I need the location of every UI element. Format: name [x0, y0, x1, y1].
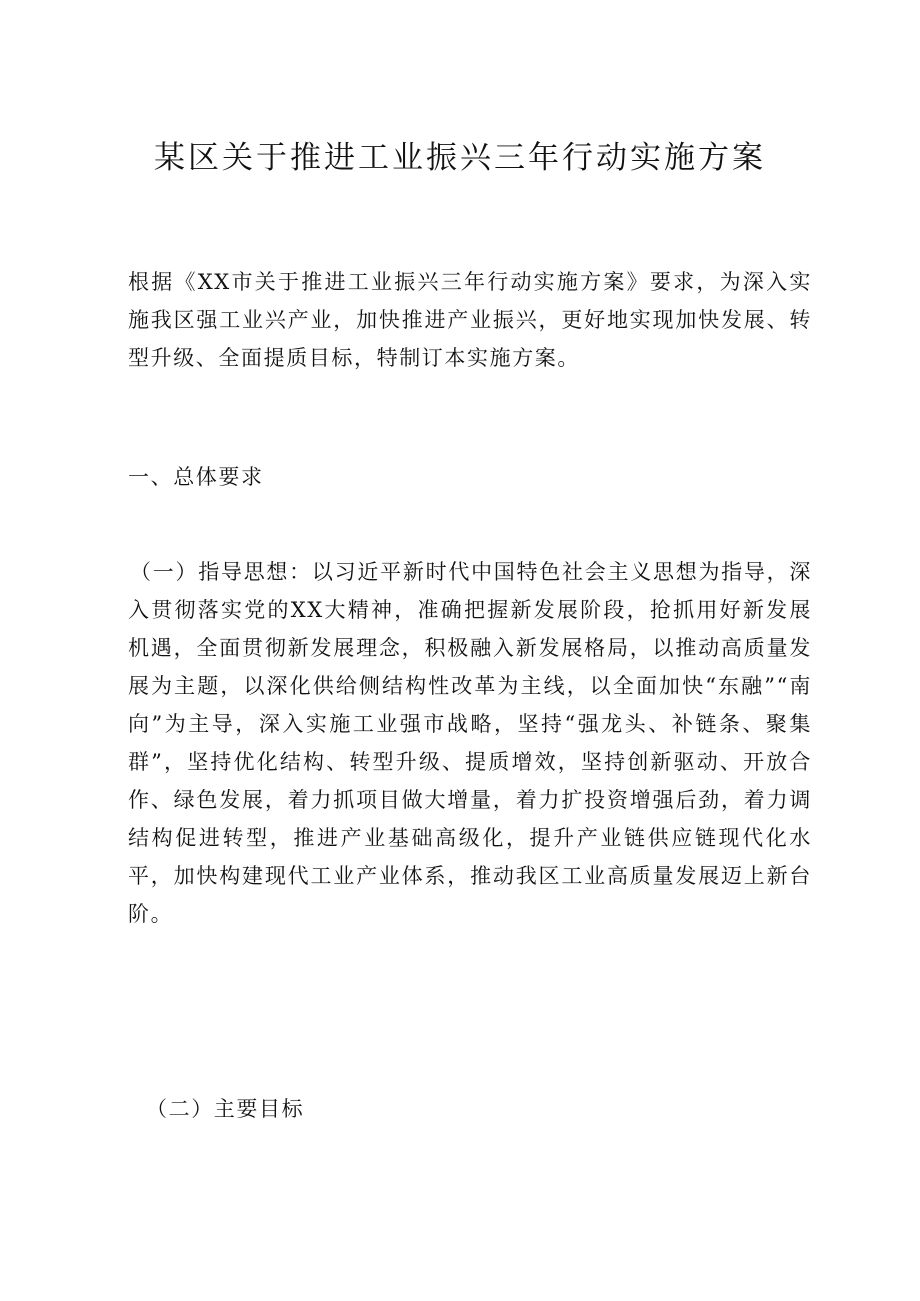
document-title: 某区关于推进工业振兴三年行动实施方案: [154, 140, 766, 176]
subsection-heading-main-goals: （二）主要目标: [146, 1097, 305, 1121]
intro-paragraph: 根据《XX市关于推进工业振兴三年行动实施方案》要求，为深入实施我区强工业兴产业，加快推进产业振兴，更好地实现加快发展、转型升级、全面提质目标，特制订本实施方案。: [128, 270, 812, 370]
guiding-ideology-paragraph: （一）指导思想：以习近平新时代中国特色社会主义思想为指导，深入贯彻落实党的XX大精神，准确把握新发展阶段，抢抓用好新发展机遇，全面贯彻新发展理念，积极融入新发展格局，以推动高质量发展为主题，以深化供给侧结构性改革为主线，以全面加快“东融”“南向”为主导，深入实施工业强市战略，坚持“强龙头、补链条、聚集群”，坚持优化结构、转型升级、提质增效，坚持创新驱动、开放合作、绿色发展，着力抓项目做大增量，着力扩投资增强后劲，着力调结构促进转型，推进产业基础高级化，提升产业链供应链现代化水平，加快构建现代工业产业体系，推动我区工业高质量发展迈上新台阶。: [128, 560, 812, 926]
section-heading-overall-requirements: 一、总体要求: [128, 465, 264, 489]
